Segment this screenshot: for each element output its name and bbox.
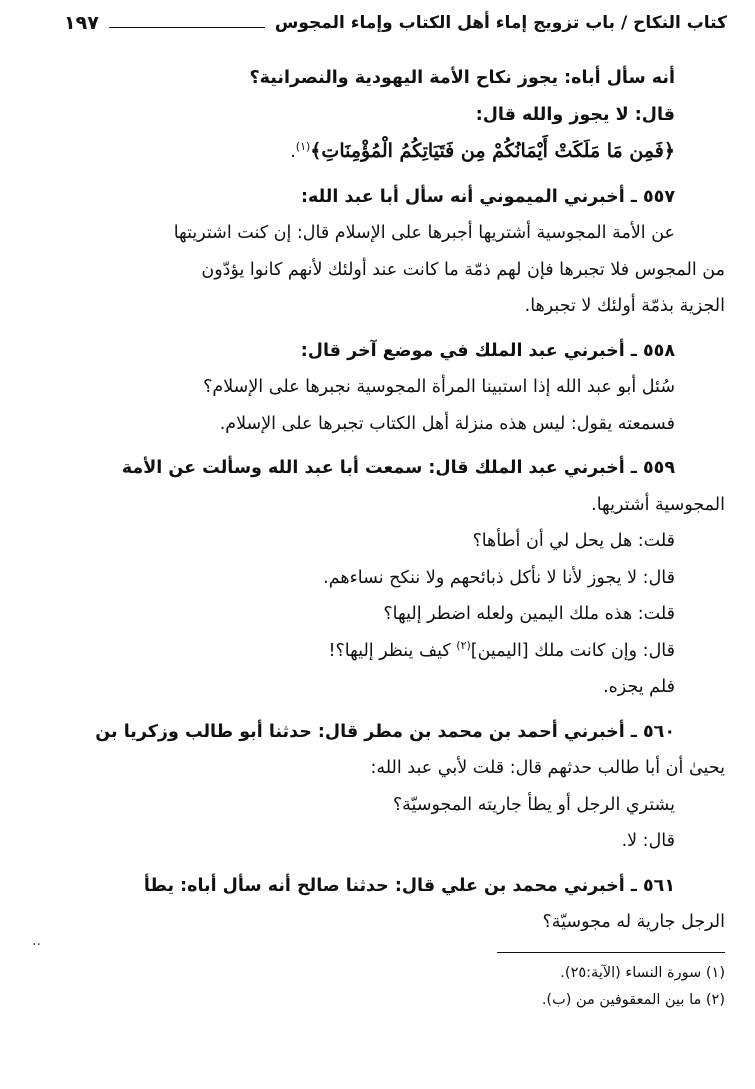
header-title: كتاب النكاح / باب تزويج إماء أهل الكتاب وإماء المجوس [274, 13, 727, 33]
footnote-ref: (١) [295, 140, 311, 154]
hadith-number: ٥٥٩ ـ [630, 458, 675, 478]
narration-keyword: أخبرني [563, 458, 625, 478]
text-fragment: كيف ينظر إليها؟! [328, 640, 451, 661]
footnote-2: (٢) ما بين المعقوفين من (ب). [541, 992, 725, 1008]
text-line: قال: لا يجوز والله قال: [475, 104, 675, 125]
text-line: قلت: هذه ملك اليمين ولعله اضطر إليها؟ [383, 604, 675, 624]
page-body [54, 60, 725, 941]
text-line: يشتري الرجل أو يطأ جاريته المجوسيّة؟ [392, 794, 675, 815]
footnote-ref: (٢) [456, 638, 471, 652]
page-number: ١٩٧ [64, 12, 99, 34]
text-line: فسمعته يقول: ليس هذه منزلة أهل الكتاب تجبرها على الإسلام. [219, 413, 675, 434]
hadith-number: ٥٦١ ـ [630, 875, 675, 896]
hadith-558-heading [54, 333, 725, 370]
hadith-number: ٥٥٧ ـ [630, 186, 675, 207]
footnotes [54, 960, 725, 1014]
footnote-rule [497, 952, 725, 953]
narration-keyword: أخبرني [563, 721, 625, 742]
narration-text: الميموني أنه سأل أبا عبد الله: [301, 186, 558, 207]
text-line: سُئل أبو عبد الله إذا استبينا المرأة المجوسية نجبرها على الإسلام؟ [203, 377, 675, 397]
hadith-number: ٥٥٨ ـ [630, 340, 675, 361]
hadith-560-heading [54, 714, 725, 751]
narration-keyword: أخبرني [563, 875, 625, 896]
hadith-561-heading [54, 868, 725, 905]
margin-mark: .. [32, 933, 41, 949]
text-fragment: قال: وإن كانت ملك [اليمين] [470, 640, 675, 661]
running-header [64, 8, 727, 38]
text-line: الجزية بذمّة أولئك لا تجبرها. [524, 296, 725, 316]
text-line: أنه سأل أباه: يجوز نكاح الأمة اليهودية والنصرانية؟ [249, 68, 675, 88]
text-line: من المجوس فلا تجبرها فإن لهم ذمّة ما كانت عند أولئك لأنهم كانوا يؤدّون [201, 259, 725, 280]
text-line: فلم يجزه. [603, 677, 675, 697]
quran-verse: ﴿فَمِن مَا مَلَكَتْ أَيْمَانُكُمْ مِن فَتَيَاتِكُمُ الْمُؤْمِنَاتِ﴾ [310, 140, 675, 162]
hadith-number: ٥٦٠ ـ [630, 721, 675, 742]
narration-text: محمد بن علي قال: حدثنا صالح أنه سأل أباه: يطأ [143, 875, 558, 896]
text-line: المجوسية أشتريها. [591, 494, 725, 515]
verse-end: . [290, 142, 296, 162]
text-line: يحيىٰ أن أبا طالب حدثهم قال: قلت لأبي عبد الله: [370, 758, 725, 778]
text-line: قلت: هل يحل لي أن أطأها؟ [472, 531, 675, 551]
text-line: الرجل جارية له مجوسيّة؟ [542, 912, 725, 932]
text-line: قال: لا يجوز لأنا لا نأكل ذبائحهم ولا ننكح نساءهم. [323, 567, 675, 588]
narration-keyword: أخبرني [563, 186, 625, 207]
hadith-557-heading [54, 179, 725, 216]
narration-text: أحمد بن محمد بن مطر قال: حدثنا أبو طالب وزكريا بن [95, 721, 558, 742]
footnote-1: (١) سورة النساء (الآية:٢٥). [560, 965, 725, 981]
quran-verse-line [54, 133, 725, 171]
narration-keyword: أخبرني [563, 340, 625, 361]
narration-text: عبد الملك قال: سمعت أبا عبد الله وسألت عن الأمة [121, 458, 558, 478]
text-line: قال: لا. [621, 831, 675, 851]
hadith-559-heading [54, 450, 725, 487]
header-rule [109, 27, 265, 28]
narration-text: عبد الملك في موضع آخر قال: [300, 340, 558, 361]
text-line: عن الأمة المجوسية أشتريها أجبرها على الإسلام قال: إن كنت اشتريتها [173, 223, 675, 243]
text-line [54, 633, 725, 670]
